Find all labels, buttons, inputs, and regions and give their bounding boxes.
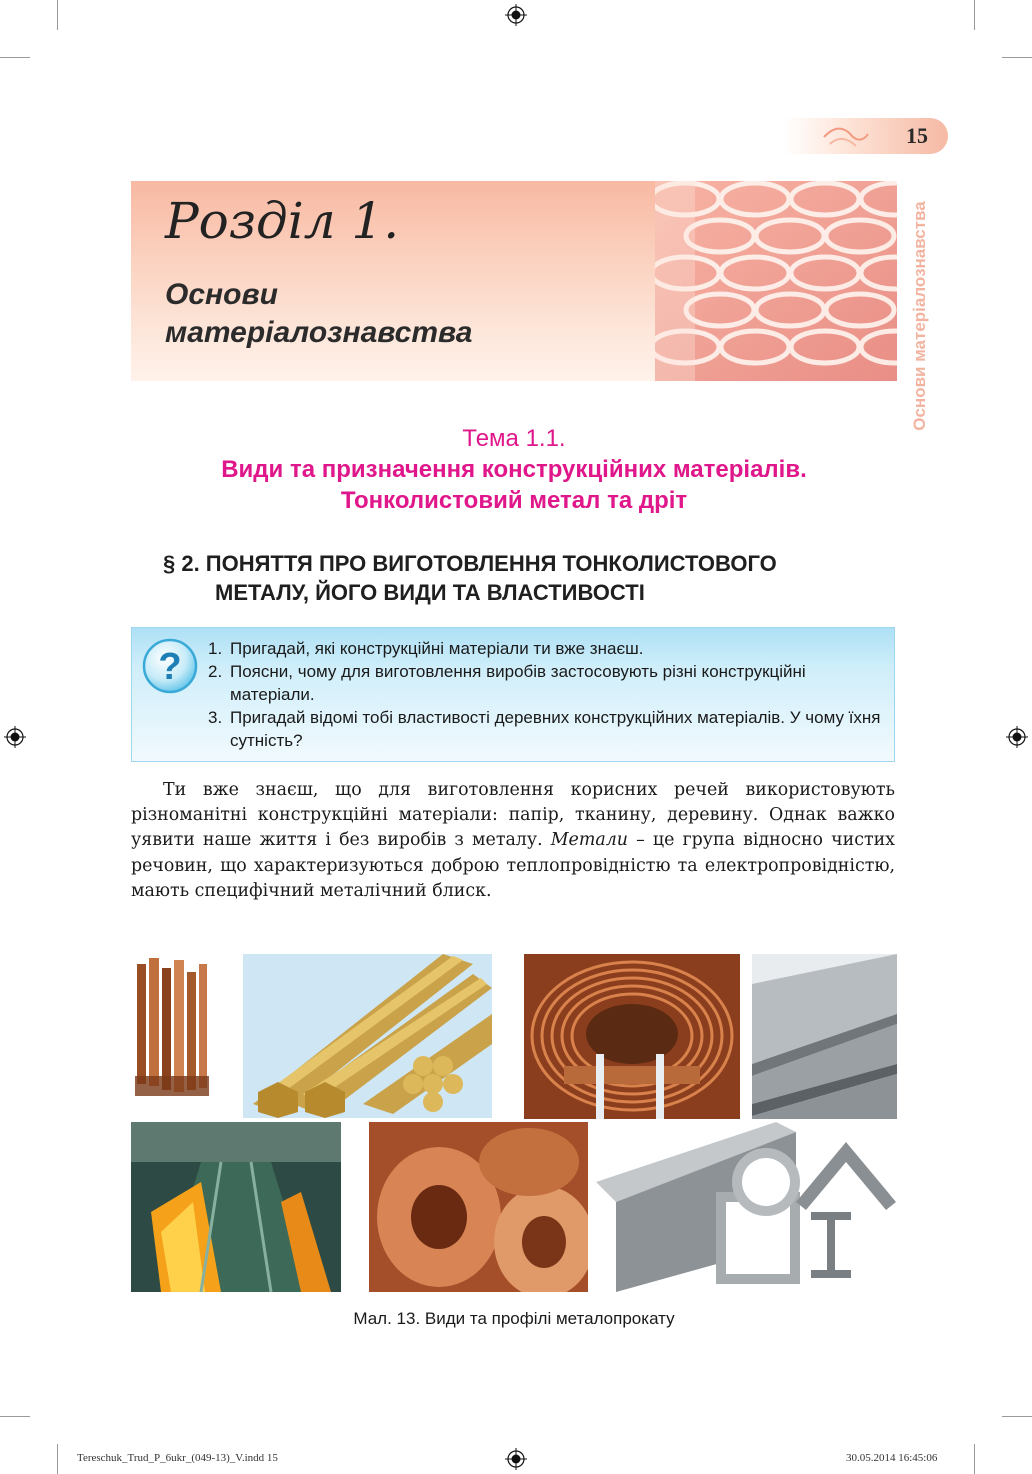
crop-mark bbox=[1002, 57, 1032, 58]
topic-heading bbox=[131, 424, 897, 516]
crop-mark bbox=[974, 1444, 975, 1474]
crop-mark bbox=[974, 0, 975, 30]
question-number: 3. bbox=[208, 708, 223, 727]
topic-title-line: Види та призначення конструкційних матеріалів. bbox=[221, 456, 807, 483]
body-text: Ти вже знаєш, що для виготовлення корисних речей використовують різноманітні конструкційні матеріали: папір, тканину, деревину. Однак важко уявити наше життя і без виробів з металу. bbox=[131, 780, 895, 851]
chapter-title-line: Основи bbox=[165, 278, 278, 311]
crop-mark bbox=[0, 57, 30, 58]
svg-text:?: ? bbox=[158, 646, 182, 688]
figure-caption: Мал. 13. Види та профілі металопрокату bbox=[353, 1309, 675, 1328]
question-text: Пригадай відомі тобі властивості деревних конструкційних матеріалів. У чому їхня сутність? bbox=[230, 708, 881, 750]
pipes-illustration bbox=[655, 181, 897, 381]
page-number: 15 bbox=[906, 123, 928, 148]
registration-mark-icon bbox=[505, 1448, 527, 1470]
crop-mark bbox=[1002, 1416, 1032, 1417]
question-text: Пригадай, які конструкційні матеріали ти вже знаєш. bbox=[230, 639, 644, 658]
crop-mark bbox=[57, 0, 58, 30]
photo-copper-wire-coil bbox=[524, 954, 740, 1119]
body-text: – це група відносно чистих речовин, що характеризуються доброю теплопровідністю та електропровідністю, мають специфічний металічний блиск. bbox=[131, 830, 895, 901]
side-title-text: Основи матеріалознавства bbox=[910, 201, 929, 431]
topic-title-line: Тонколистовий метал та дріт bbox=[340, 487, 688, 514]
photo-copper-bars bbox=[131, 954, 211, 1112]
term-metals: Метали bbox=[550, 830, 628, 851]
print-slug: Tereschuk_Trud_P_6ukr_(049-13)_V.indd 15 bbox=[77, 1452, 278, 1464]
crop-mark bbox=[57, 1444, 58, 1474]
photo-sheet-metal bbox=[752, 954, 897, 1119]
page-number-tab bbox=[784, 118, 948, 154]
question-number: 2. bbox=[208, 662, 223, 681]
print-timestamp: 30.05.2014 16:45:06 bbox=[846, 1452, 938, 1464]
question-list bbox=[208, 637, 888, 752]
chapter-label: Розділ 1. bbox=[165, 192, 400, 250]
section-heading bbox=[163, 549, 893, 607]
topic-number: Тема 1.1. bbox=[462, 425, 566, 452]
question-item bbox=[208, 637, 888, 660]
chapter-title bbox=[165, 276, 585, 352]
section-heading-line: МЕТАЛУ, ЙОГО ВИДИ ТА ВЛАСТИВОСТІ bbox=[215, 580, 645, 605]
question-mark-icon bbox=[141, 637, 199, 695]
photo-rolling-mill bbox=[131, 1122, 341, 1292]
body-paragraph bbox=[131, 778, 895, 904]
question-text: Поясни, чому для виготовлення виробів застосовують різні конструкційні матеріали. bbox=[230, 662, 806, 704]
ornament-icon bbox=[822, 124, 870, 150]
question-item bbox=[208, 660, 888, 706]
photo-steel-profiles bbox=[596, 1122, 897, 1292]
question-number: 1. bbox=[208, 639, 223, 658]
question-item bbox=[208, 706, 888, 752]
registration-mark-icon bbox=[1006, 726, 1028, 748]
photo-brass-hexagonal-rods bbox=[243, 954, 492, 1118]
chapter-title-line: матеріалознавства bbox=[165, 316, 473, 349]
photo-copper-foil-rolls bbox=[369, 1122, 588, 1292]
registration-mark-icon bbox=[4, 726, 26, 748]
section-heading-line: § 2. ПОНЯТТЯ ПРО ВИГОТОВЛЕННЯ ТОНКОЛИСТОВОГО bbox=[163, 551, 777, 576]
crop-mark bbox=[0, 1416, 30, 1417]
running-side-title bbox=[903, 180, 937, 452]
registration-mark-icon bbox=[505, 4, 527, 26]
